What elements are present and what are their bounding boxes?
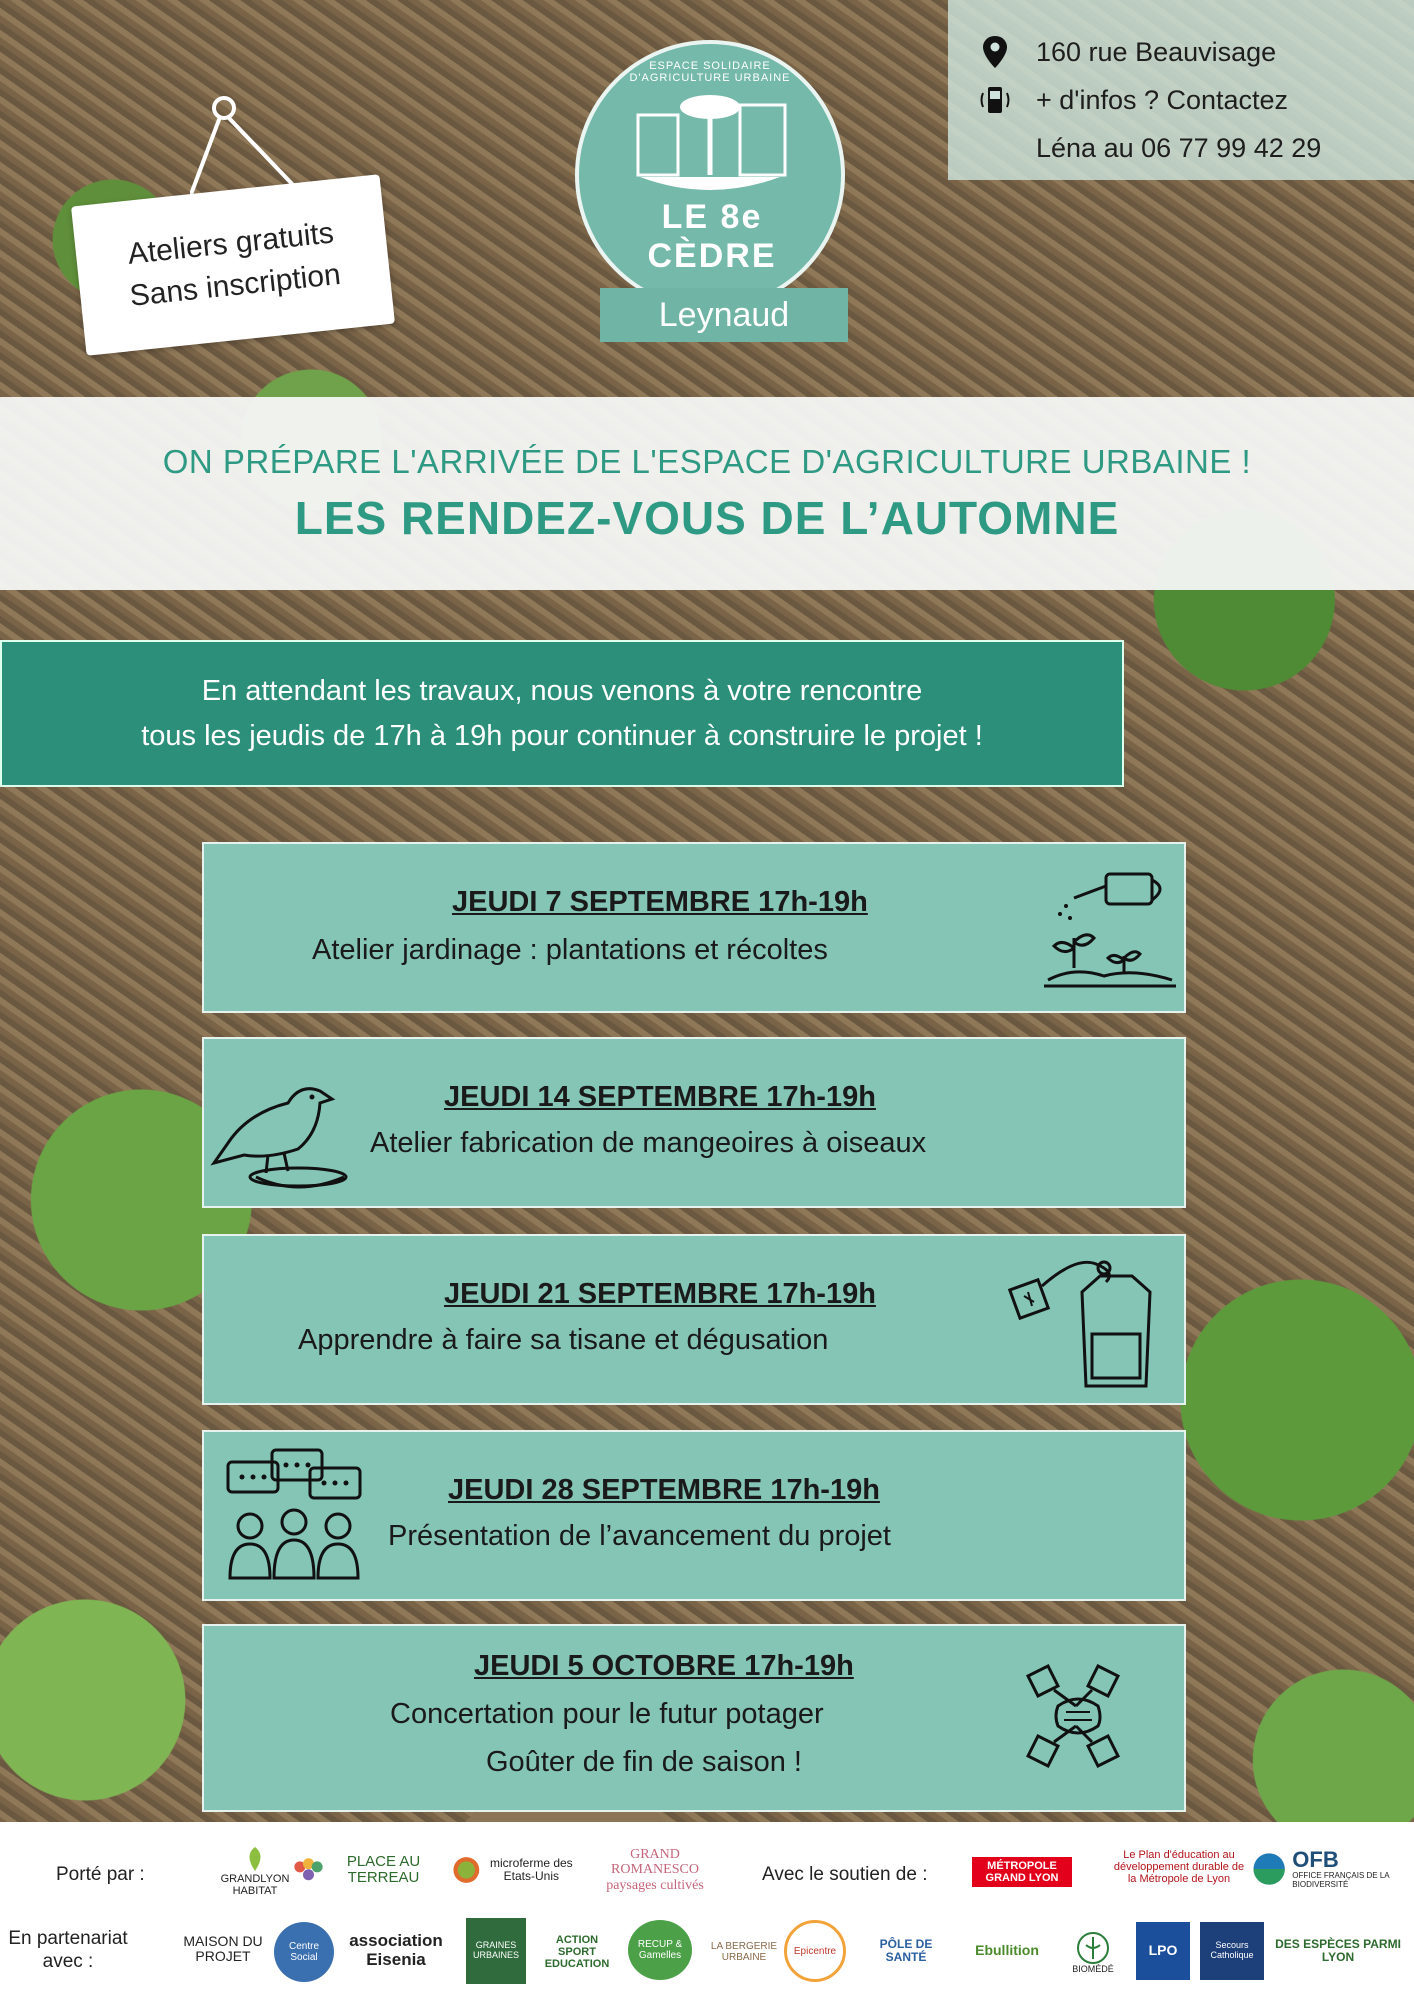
- tag-line-2: Sans inscription: [128, 257, 343, 313]
- plan-education-logo: Le Plan d'éducation au développement durable de la Métropole de Lyon: [1113, 1848, 1245, 1886]
- contact-phone: Léna au 06 77 99 42 29: [1036, 132, 1322, 163]
- event-card-5: [202, 1624, 1186, 1812]
- event-card-1: [202, 842, 1186, 1013]
- soutien-label: Avec le soutien de :: [762, 1864, 928, 1885]
- event-date: JEUDI 7 SEPTEMBRE 17h-19h: [452, 886, 868, 918]
- bergerie-urbaine-logo: LA BERGERIE URBAINE: [710, 1941, 778, 1963]
- event-date: JEUDI 28 SEPTEMBRE 17h-19h: [448, 1474, 880, 1506]
- tea-bag-icon: [996, 1246, 1176, 1396]
- event-description: Apprendre à faire sa tisane et dégusation: [298, 1324, 829, 1356]
- meeting-chat-icon: [224, 1448, 364, 1590]
- contact-address: 160 rue Beauvisage: [1036, 36, 1277, 67]
- logo-name: LE 8e CÈDRE: [647, 198, 777, 275]
- bird-feeder-icon: [208, 1073, 358, 1193]
- intro-box: [0, 640, 1124, 787]
- mobile-phone-icon: [972, 83, 1018, 117]
- eisenia-logo: association Eisenia: [349, 1931, 443, 1969]
- logo-subtitle: Leynaud: [600, 288, 848, 342]
- event-description: Présentation de l’avancement du projet: [388, 1520, 891, 1552]
- free-workshops-tag: [71, 174, 395, 356]
- logo-arc-text: ESPACE SOLIDAIRE D'AGRICULTURE URBAINE: [629, 60, 791, 84]
- action-sport-education-logo: ACTION SPORT EDUCATION: [544, 1933, 610, 1971]
- ofb-logo: OFB OFFICE FRANÇAIS DE LA BIODIVERSITÉ: [1252, 1840, 1408, 1898]
- event-date: JEUDI 14 SEPTEMBRE 17h-19h: [444, 1081, 876, 1113]
- intro-line-1: En attendant les travaux, nous venons à votre rencontre: [201, 674, 923, 707]
- banner-title: LES RENDEZ-VOUS DE L’AUTOMNE: [294, 491, 1120, 544]
- microferme-logo: microferme des Etats-Unis: [452, 1842, 582, 1898]
- banner-subtitle: ON PRÉPARE L'ARRIVÉE DE L'ESPACE D'AGRICULTURE URBAINE !: [162, 442, 1252, 480]
- event-card-4: [202, 1430, 1186, 1601]
- event-description: Concertation pour le futur potager: [390, 1698, 824, 1730]
- especes-parmi-lyon-logo: DES ESPÈCES PARMI LYON: [1275, 1936, 1401, 1964]
- pole-sante-logo: PÔLE DE SANTÉ: [879, 1936, 933, 1964]
- watering-can-icon: [1044, 856, 1176, 1006]
- joined-hands-icon: [1018, 1656, 1138, 1776]
- event-description-2: Goûter de fin de saison !: [486, 1746, 802, 1778]
- partners-footer: [0, 1822, 1414, 2000]
- event-card-2: [202, 1037, 1186, 1208]
- event-description: Atelier jardinage : plantations et récoltes: [312, 934, 828, 966]
- tag-line-1: Ateliers gratuits: [126, 216, 336, 271]
- title-banner: [0, 397, 1414, 590]
- porte-par-label: Porté par :: [56, 1864, 145, 1885]
- location-pin-icon: [972, 35, 1018, 69]
- epicentre-logo: Epicentre: [784, 1920, 846, 1982]
- metropole-logo: MÉTROPOLE GRAND LYON: [972, 1852, 1072, 1892]
- event-card-3: [202, 1234, 1186, 1405]
- graines-urbaines-logo: GRAINES URBAINES: [466, 1918, 526, 1984]
- ebullition-logo: Ebullition: [975, 1942, 1039, 1959]
- lpo-logo: LPO: [1136, 1922, 1190, 1980]
- secours-catholique-logo: Secours Catholique: [1200, 1922, 1264, 1980]
- event-date: JEUDI 5 OCTOBRE 17h-19h: [474, 1650, 854, 1682]
- place-au-terreau-logo: PLACE AU TERREAU: [292, 1846, 442, 1894]
- event-description: Atelier fabrication de mangeoires à oiseaux: [370, 1127, 927, 1159]
- grandlyon-habitat-logo: GRANDLYON HABITAT: [222, 1836, 288, 1906]
- event-date: JEUDI 21 SEPTEMBRE 17h-19h: [444, 1278, 876, 1310]
- recup-gamelles-logo: RECUP & Gamelles: [628, 1920, 692, 1980]
- grand-romanesco-logo: GRAND ROMANESCO paysages cultivés: [606, 1846, 704, 1893]
- centre-social-logo: Centre Social: [274, 1922, 334, 1982]
- contact-box: [948, 0, 1414, 180]
- logo-buildings-tree-icon: [630, 85, 790, 195]
- maison-du-projet-logo: MAISON DU PROJET: [183, 1932, 263, 1964]
- partenariat-label: En partenariat avec :: [8, 1928, 128, 1972]
- biomede-logo: BIOMÉDÉ: [1064, 1922, 1122, 1984]
- contact-info-line: + d'infos ? Contactez: [1036, 84, 1289, 115]
- intro-line-2: tous les jeudis de 17h à 19h pour continuer à construire le projet !: [141, 719, 983, 752]
